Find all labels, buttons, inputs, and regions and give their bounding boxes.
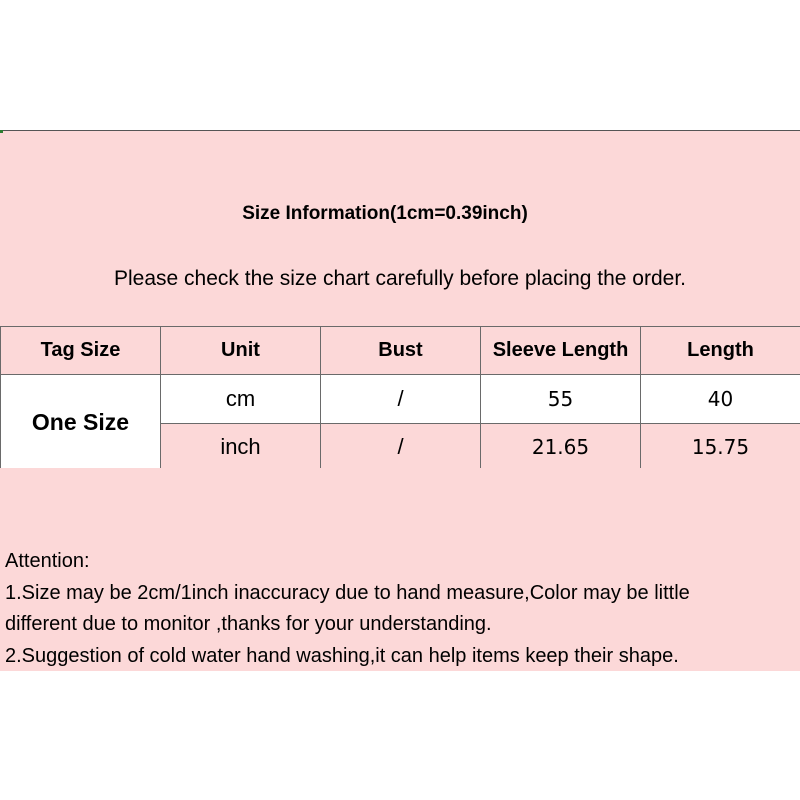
attention-line: 2.Suggestion of cold water hand washing,it can help items keep their shape. bbox=[5, 644, 679, 667]
size-info-title: Size Information(1cm=0.39inch) bbox=[242, 203, 528, 224]
attention-heading: Attention: bbox=[5, 550, 90, 572]
tag-size-cell: One Size bbox=[1, 375, 161, 471]
header-unit: Unit bbox=[161, 327, 321, 375]
header-sleeve-length: Sleeve Length bbox=[481, 327, 641, 375]
size-chart-sheet bbox=[0, 130, 800, 671]
size-table bbox=[0, 326, 800, 471]
header-tag-size: Tag Size bbox=[1, 327, 161, 375]
attention-section bbox=[0, 468, 800, 671]
sleeve-length-cell: 21.65 bbox=[481, 424, 641, 471]
corner-marker bbox=[0, 130, 3, 133]
attention-line: 1.Size may be 2cm/1inch inaccuracy due to hand measure,Color may be little bbox=[5, 581, 690, 604]
bust-cell: / bbox=[321, 424, 481, 471]
bust-cell: / bbox=[321, 375, 481, 424]
size-info-subtitle: Please check the size chart carefully before placing the order. bbox=[114, 267, 686, 290]
header-length: Length bbox=[641, 327, 800, 375]
table-row bbox=[1, 375, 800, 424]
unit-cell: cm bbox=[161, 375, 321, 424]
header-bust: Bust bbox=[321, 327, 481, 375]
sleeve-length-cell: 55 bbox=[481, 375, 641, 424]
length-cell: 40 bbox=[641, 375, 800, 424]
attention-notes bbox=[5, 546, 690, 672]
unit-cell: inch bbox=[161, 424, 321, 471]
size-chart-header bbox=[0, 131, 800, 326]
length-cell: 15.75 bbox=[641, 424, 800, 471]
table-header-row bbox=[1, 327, 800, 375]
attention-line: different due to monitor ,thanks for your understanding. bbox=[5, 613, 492, 635]
